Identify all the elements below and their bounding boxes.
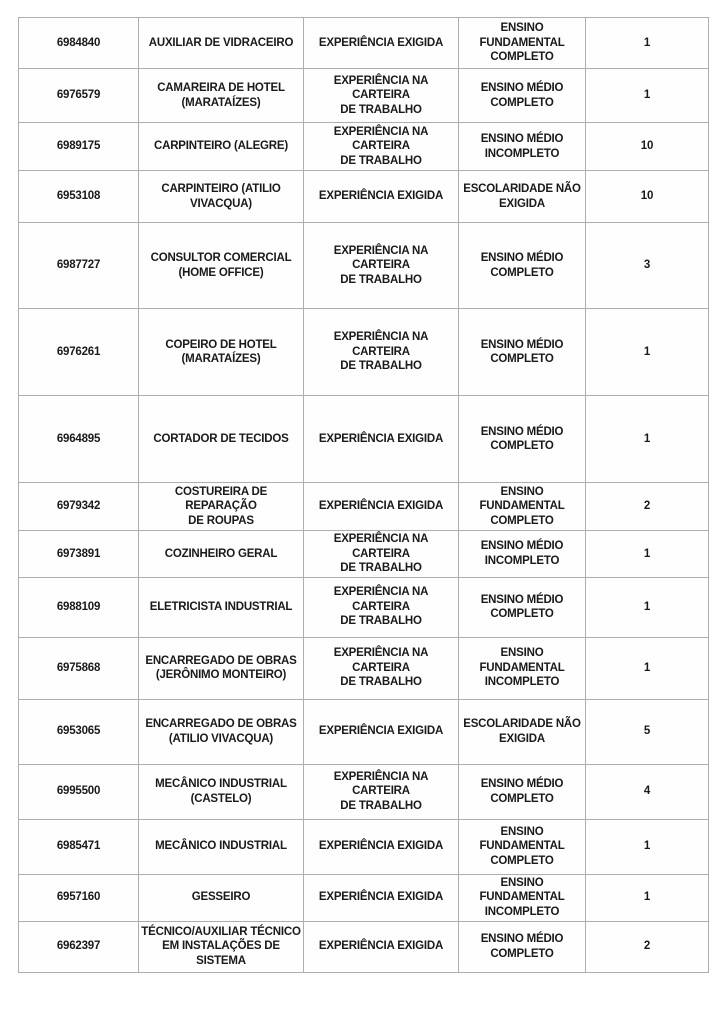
table-row xyxy=(19,699,709,764)
experience-cell: EXPERIÊNCIA EXIGIDA xyxy=(304,874,459,921)
vacancies-cell: 1 xyxy=(586,637,709,699)
education-cell: ENSINO MÉDIO INCOMPLETO xyxy=(459,123,586,171)
job-id-cell: 6989175 xyxy=(19,123,139,171)
education-cell: ENSINO FUNDAMENTAL INCOMPLETO xyxy=(459,637,586,699)
experience-cell: EXPERIÊNCIA NA CARTEIRA DE TRABALHO xyxy=(304,764,459,819)
job-id-cell: 6973891 xyxy=(19,531,139,578)
table-row xyxy=(19,123,709,171)
education-cell: ENSINO FUNDAMENTAL COMPLETO xyxy=(459,18,586,69)
job-id-cell: 6975868 xyxy=(19,637,139,699)
vacancies-cell: 1 xyxy=(586,18,709,69)
job-title-cell: GESSEIRO xyxy=(139,874,304,921)
job-id-cell: 6984840 xyxy=(19,18,139,69)
job-title-cell: ENCARREGADO DE OBRAS (JERÔNIMO MONTEIRO) xyxy=(139,637,304,699)
experience-cell: EXPERIÊNCIA NA CARTEIRA DE TRABALHO xyxy=(304,309,459,396)
job-id-cell: 6957160 xyxy=(19,874,139,921)
experience-cell: EXPERIÊNCIA EXIGIDA xyxy=(304,396,459,483)
table-row xyxy=(19,874,709,921)
table-row xyxy=(19,483,709,531)
education-cell: ENSINO MÉDIO COMPLETO xyxy=(459,69,586,123)
education-cell: ENSINO FUNDAMENTAL COMPLETO xyxy=(459,483,586,531)
vacancies-cell: 1 xyxy=(586,819,709,874)
job-id-cell: 6953065 xyxy=(19,699,139,764)
job-title-cell: TÉCNICO/AUXILIAR TÉCNICO EM INSTALAÇÕES DE SISTEMA xyxy=(139,921,304,972)
job-id-cell: 6976261 xyxy=(19,309,139,396)
education-cell: ENSINO MÉDIO COMPLETO xyxy=(459,577,586,637)
vacancies-cell: 2 xyxy=(586,921,709,972)
job-title-cell: COPEIRO DE HOTEL (MARATAÍZES) xyxy=(139,309,304,396)
table-row xyxy=(19,637,709,699)
job-title-cell: MECÂNICO INDUSTRIAL xyxy=(139,819,304,874)
vacancies-cell: 4 xyxy=(586,764,709,819)
experience-cell: EXPERIÊNCIA NA CARTEIRA DE TRABALHO xyxy=(304,637,459,699)
table-row xyxy=(19,309,709,396)
job-title-cell: CAMAREIRA DE HOTEL (MARATAÍZES) xyxy=(139,69,304,123)
education-cell: ENSINO MÉDIO INCOMPLETO xyxy=(459,531,586,578)
vacancies-cell: 3 xyxy=(586,223,709,309)
job-id-cell: 6976579 xyxy=(19,69,139,123)
job-title-cell: CARPINTEIRO (ALEGRE) xyxy=(139,123,304,171)
experience-cell: EXPERIÊNCIA EXIGIDA xyxy=(304,171,459,223)
job-id-cell: 6995500 xyxy=(19,764,139,819)
vacancies-table-body xyxy=(19,18,709,973)
job-title-cell: COZINHEIRO GERAL xyxy=(139,531,304,578)
vacancies-cell: 1 xyxy=(586,69,709,123)
education-cell: ENSINO FUNDAMENTAL INCOMPLETO xyxy=(459,874,586,921)
vacancies-cell: 5 xyxy=(586,699,709,764)
table-row xyxy=(19,531,709,578)
job-title-cell: CONSULTOR COMERCIAL (HOME OFFICE) xyxy=(139,223,304,309)
education-cell: ENSINO MÉDIO COMPLETO xyxy=(459,309,586,396)
job-title-cell: ELETRICISTA INDUSTRIAL xyxy=(139,577,304,637)
experience-cell: EXPERIÊNCIA NA CARTEIRA DE TRABALHO xyxy=(304,531,459,578)
job-id-cell: 6979342 xyxy=(19,483,139,531)
job-title-cell: ENCARREGADO DE OBRAS (ATILIO VIVACQUA) xyxy=(139,699,304,764)
job-title-cell: CORTADOR DE TECIDOS xyxy=(139,396,304,483)
table-row xyxy=(19,223,709,309)
job-id-cell: 6985471 xyxy=(19,819,139,874)
education-cell: ENSINO MÉDIO COMPLETO xyxy=(459,764,586,819)
job-title-cell: CARPINTEIRO (ATILIO VIVACQUA) xyxy=(139,171,304,223)
experience-cell: EXPERIÊNCIA EXIGIDA xyxy=(304,921,459,972)
experience-cell: EXPERIÊNCIA NA CARTEIRA DE TRABALHO xyxy=(304,577,459,637)
vacancies-cell: 2 xyxy=(586,483,709,531)
job-title-cell: COSTUREIRA DE REPARAÇÃO DE ROUPAS xyxy=(139,483,304,531)
vacancies-cell: 10 xyxy=(586,171,709,223)
experience-cell: EXPERIÊNCIA NA CARTEIRA DE TRABALHO xyxy=(304,223,459,309)
experience-cell: EXPERIÊNCIA EXIGIDA xyxy=(304,819,459,874)
job-id-cell: 6962397 xyxy=(19,921,139,972)
job-id-cell: 6987727 xyxy=(19,223,139,309)
job-id-cell: 6988109 xyxy=(19,577,139,637)
education-cell: ESCOLARIDADE NÃO EXIGIDA xyxy=(459,171,586,223)
job-title-cell: AUXILIAR DE VIDRACEIRO xyxy=(139,18,304,69)
vacancies-cell: 1 xyxy=(586,531,709,578)
table-row xyxy=(19,819,709,874)
table-row xyxy=(19,921,709,972)
education-cell: ENSINO MÉDIO COMPLETO xyxy=(459,921,586,972)
education-cell: ENSINO FUNDAMENTAL COMPLETO xyxy=(459,819,586,874)
experience-cell: EXPERIÊNCIA NA CARTEIRA DE TRABALHO xyxy=(304,123,459,171)
table-row xyxy=(19,69,709,123)
experience-cell: EXPERIÊNCIA NA CARTEIRA DE TRABALHO xyxy=(304,69,459,123)
education-cell: ENSINO MÉDIO COMPLETO xyxy=(459,396,586,483)
vacancies-cell: 1 xyxy=(586,396,709,483)
vacancies-cell: 1 xyxy=(586,874,709,921)
vacancies-cell: 1 xyxy=(586,309,709,396)
table-row xyxy=(19,396,709,483)
job-id-cell: 6964895 xyxy=(19,396,139,483)
experience-cell: EXPERIÊNCIA EXIGIDA xyxy=(304,18,459,69)
job-vacancies-table xyxy=(18,17,709,973)
vacancies-cell: 10 xyxy=(586,123,709,171)
table-row xyxy=(19,764,709,819)
table-row xyxy=(19,18,709,69)
table-row xyxy=(19,577,709,637)
job-title-cell: MECÂNICO INDUSTRIAL (CASTELO) xyxy=(139,764,304,819)
table-row xyxy=(19,171,709,223)
job-id-cell: 6953108 xyxy=(19,171,139,223)
education-cell: ENSINO MÉDIO COMPLETO xyxy=(459,223,586,309)
experience-cell: EXPERIÊNCIA EXIGIDA xyxy=(304,483,459,531)
education-cell: ESCOLARIDADE NÃO EXIGIDA xyxy=(459,699,586,764)
vacancies-cell: 1 xyxy=(586,577,709,637)
experience-cell: EXPERIÊNCIA EXIGIDA xyxy=(304,699,459,764)
